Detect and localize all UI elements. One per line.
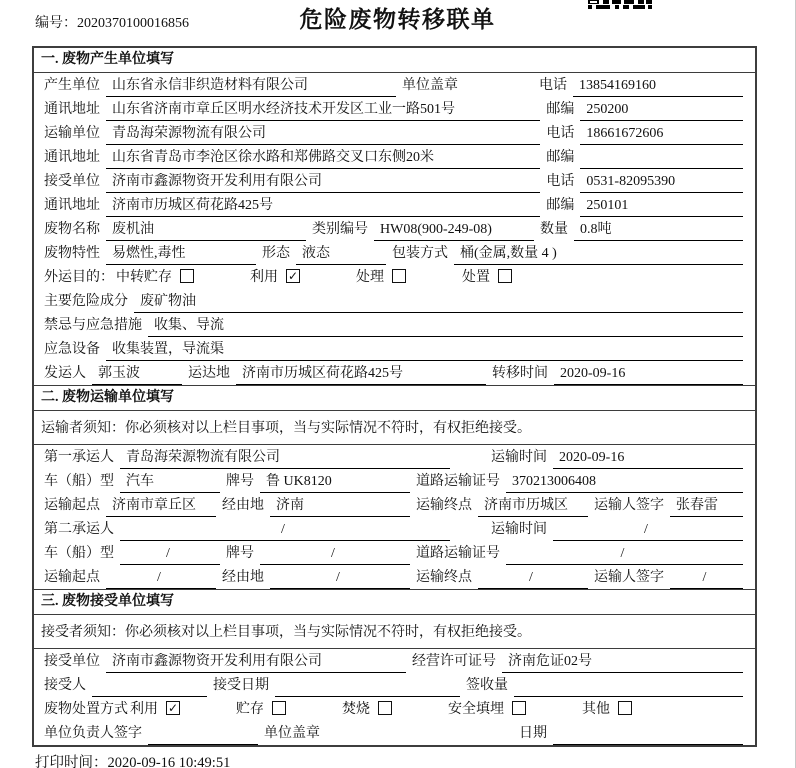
field-value: /	[120, 521, 450, 541]
form-row	[34, 121, 755, 145]
field-value: 山东省济南市章丘区明水经济技术开发区工业一路501号	[106, 101, 540, 121]
section-transporter	[34, 385, 755, 589]
field-label: 牌号	[226, 474, 254, 489]
field-value	[553, 727, 743, 745]
form-row	[34, 361, 755, 385]
field-label: 废物特性	[44, 246, 100, 261]
checkbox-option	[356, 266, 406, 289]
field-label: 运输单位	[44, 126, 100, 141]
field-value	[92, 679, 207, 697]
checkbox-label: 其他	[582, 702, 610, 717]
field-label: 车（船）型	[44, 474, 114, 489]
field-value: /	[478, 569, 588, 589]
field-label: 运输起点	[44, 570, 100, 585]
field-label: 接受单位	[44, 654, 100, 669]
serial-label: 编号：	[35, 16, 77, 31]
checkbox-option	[342, 698, 392, 721]
form-row	[34, 217, 755, 241]
checkbox-option	[250, 266, 300, 289]
field-label: 通讯地址	[44, 150, 100, 165]
field-label: 单位盖章	[264, 726, 320, 741]
checkbox-empty-icon	[180, 269, 194, 283]
field-label: 邮编	[546, 102, 575, 117]
field-value: 济南	[270, 497, 410, 517]
field-value: 山东省永信非织造材料有限公司	[106, 77, 396, 97]
checkbox-checked-icon: ✓	[287, 269, 299, 283]
form-row	[34, 73, 755, 97]
checkbox-option	[236, 698, 286, 721]
field-value: /	[106, 569, 216, 589]
field-value: HW08(900-249-08)	[374, 221, 534, 241]
field-value: /	[553, 521, 743, 541]
notice-text: 接受者须知：你必须核对以上栏目事项，当与实际情况不符时，有权拒绝接受。	[34, 615, 755, 649]
field-label: 禁忌与应急措施	[44, 318, 142, 333]
field-label: 单位盖章	[402, 78, 458, 93]
field-label: 第一承运人	[44, 450, 114, 465]
field-label: 应急设备	[44, 342, 100, 357]
field-value: /	[670, 569, 743, 589]
field-label: 经由地	[222, 498, 264, 513]
field-value: 收集、导流	[148, 317, 743, 337]
field-value: 济南市鑫源物资开发利用有限公司	[106, 173, 540, 193]
field-label: 通讯地址	[44, 102, 100, 117]
field-label: 包装方式	[392, 246, 448, 261]
field-value	[580, 151, 743, 169]
checkbox-option	[448, 698, 526, 721]
form-row	[34, 169, 755, 193]
form-row	[34, 493, 755, 517]
form-row	[34, 193, 755, 217]
form-row	[34, 721, 755, 745]
form-row	[34, 445, 755, 469]
field-label: 形态	[262, 246, 290, 261]
field-label: 运输起点	[44, 498, 100, 513]
field-label: 运输人签字	[594, 570, 664, 585]
print-time-label: 打印时间：	[35, 755, 108, 768]
field-value: 收集装置，导流渠	[106, 341, 743, 361]
serial-number: 2020370100016856	[77, 16, 189, 31]
field-label: 车（船）型	[44, 546, 114, 561]
manifest-form	[32, 46, 757, 747]
field-label: 运输人签字	[594, 498, 664, 513]
document-header	[0, 0, 795, 46]
field-value	[514, 679, 743, 697]
field-label: 运达地	[188, 366, 230, 381]
form-row	[34, 289, 755, 313]
field-value: 13854169160	[573, 77, 743, 97]
field-value: 0.8吨	[574, 221, 743, 241]
checkbox-label: 焚烧	[342, 702, 370, 717]
field-label: 电话	[546, 126, 575, 141]
field-label: 发运人	[44, 366, 86, 381]
field-label: 运输终点	[416, 570, 472, 585]
field-value: 鲁 UK8120	[260, 473, 410, 493]
checkbox-empty-icon	[512, 701, 526, 715]
field-label: 接受单位	[44, 174, 100, 189]
field-value: 250200	[580, 101, 743, 121]
field-value: /	[120, 545, 220, 565]
field-value: 0531-82095390	[580, 173, 743, 193]
field-value: 郭玉波	[92, 365, 182, 385]
checkbox-empty-icon	[392, 269, 406, 283]
form-row	[34, 241, 755, 265]
section-heading: 三. 废物接受单位填写	[34, 590, 755, 615]
field-value: /	[506, 545, 743, 565]
checkbox-label: 处置	[462, 270, 490, 285]
field-value: 桶(金属,数量 4 )	[454, 245, 743, 265]
section-receiver	[34, 589, 755, 745]
field-value	[275, 679, 460, 697]
checkbox-empty-icon	[378, 701, 392, 715]
field-value: 易燃性,毒性	[106, 245, 256, 265]
field-label: 废物处置方式	[44, 702, 128, 717]
field-label: 通讯地址	[44, 198, 100, 213]
field-value: 济南市历城区荷花路425号	[106, 197, 540, 217]
field-label: 道路运输证号	[416, 474, 500, 489]
checkbox-label: 利用	[250, 270, 278, 285]
form-row	[34, 541, 755, 565]
field-value: 2020-09-16	[554, 365, 743, 385]
field-value: 370213006408	[506, 473, 743, 493]
checkbox-label: 利用	[130, 702, 158, 717]
section-heading: 二. 废物运输单位填写	[34, 386, 755, 411]
field-label: 第二承运人	[44, 522, 114, 537]
field-label: 日期	[519, 726, 547, 741]
field-label: 产生单位	[44, 78, 100, 93]
form-row	[34, 97, 755, 121]
form-row	[34, 145, 755, 169]
section-producer	[34, 48, 755, 385]
field-value: 济南市鑫源物资开发利用有限公司	[106, 653, 406, 673]
field-label: 电话	[539, 78, 567, 93]
field-label: 运输时间	[491, 522, 547, 537]
checkbox-option	[130, 698, 180, 721]
field-value: 山东省青岛市李沧区徐水路和郑佛路交叉口东侧20米	[106, 149, 540, 169]
field-label: 接受人	[44, 678, 86, 693]
field-label: 类别编号	[312, 222, 368, 237]
field-value	[148, 727, 258, 745]
print-time-line	[35, 751, 230, 768]
field-value: 废机油	[106, 221, 306, 241]
checkbox-option	[582, 698, 632, 721]
field-label: 签收量	[466, 678, 508, 693]
field-label: 废物名称	[44, 222, 100, 237]
field-label: 转移时间	[492, 366, 548, 381]
field-label: 运输终点	[416, 498, 472, 513]
form-row	[34, 673, 755, 697]
form-row	[34, 313, 755, 337]
form-row	[34, 565, 755, 589]
field-value: /	[270, 569, 410, 589]
field-value: 18661672606	[580, 125, 743, 145]
checkbox-label: 中转贮存	[116, 270, 172, 285]
field-label: 单位负责人签字	[44, 726, 142, 741]
checkbox-label: 安全填埋	[448, 702, 504, 717]
field-label: 道路运输证号	[416, 546, 500, 561]
section-heading: 一. 废物产生单位填写	[34, 48, 755, 73]
field-value: 张春雷	[670, 497, 743, 517]
notice-text: 运输者须知：你必须核对以上栏目事项，当与实际情况不符时，有权拒绝接受。	[34, 411, 755, 445]
qr-code-fragment	[588, 0, 652, 9]
field-label: 牌号	[226, 546, 254, 561]
form-row	[34, 649, 755, 673]
field-value: 250101	[580, 197, 743, 217]
form-row	[34, 469, 755, 493]
field-value: 济南市历城区	[478, 497, 588, 517]
field-value: 济南市历城区荷花路425号	[236, 365, 486, 385]
form-row	[34, 265, 755, 289]
field-label: 主要危险成分	[44, 294, 128, 309]
field-label: 数量	[540, 222, 568, 237]
checkbox-empty-icon	[272, 701, 286, 715]
checkbox-empty-icon	[618, 701, 632, 715]
field-value: 废矿物油	[134, 293, 743, 313]
field-label: 接受日期	[213, 678, 269, 693]
field-value: 济南危证02号	[502, 653, 743, 673]
field-label: 经营许可证号	[412, 654, 496, 669]
field-value: /	[260, 545, 410, 565]
checkbox-checked-icon: ✓	[167, 701, 179, 715]
checkbox-option	[116, 266, 194, 289]
field-label: 经由地	[222, 570, 264, 585]
checkbox-label: 处理	[356, 270, 384, 285]
checkbox-label: 贮存	[236, 702, 264, 717]
field-value: 济南市章丘区	[106, 497, 216, 517]
form-row	[34, 697, 755, 721]
form-row	[34, 517, 755, 541]
field-label: 外运目的：	[44, 270, 114, 285]
page-title: 危险废物转移联单	[299, 7, 496, 32]
field-value: 汽车	[120, 473, 220, 493]
field-label: 邮编	[546, 150, 575, 165]
checkbox-option	[462, 266, 512, 289]
field-label: 电话	[546, 174, 575, 189]
checkbox-empty-icon	[498, 269, 512, 283]
field-value: 液态	[296, 245, 386, 265]
field-label: 邮编	[546, 198, 575, 213]
field-label: 运输时间	[491, 450, 547, 465]
field-value: 2020-09-16	[553, 449, 743, 469]
field-value: 青岛海荣源物流有限公司	[120, 449, 450, 469]
field-value: 青岛海荣源物流有限公司	[106, 125, 540, 145]
print-time-value: 2020-09-16 10:49:51	[107, 755, 231, 768]
form-row	[34, 337, 755, 361]
